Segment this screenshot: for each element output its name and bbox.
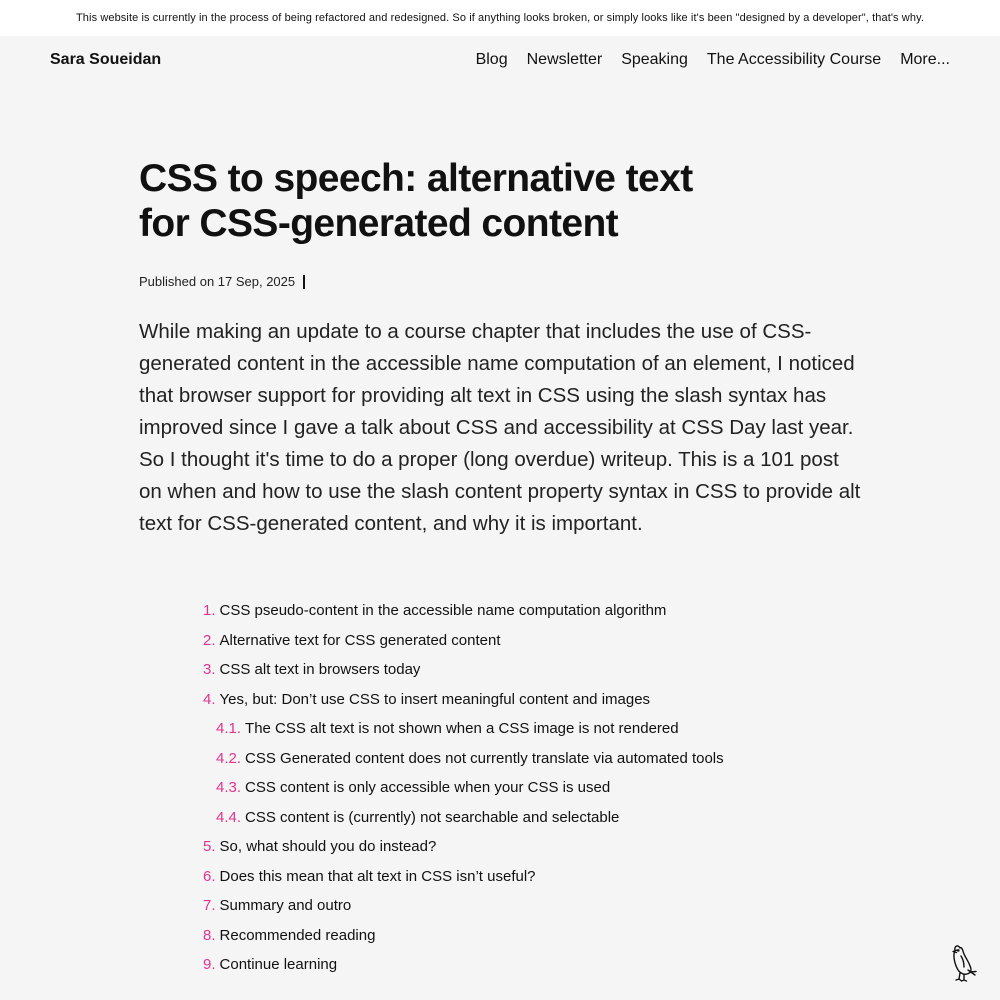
toc-item bbox=[203, 628, 843, 658]
toc-item-number: 3. bbox=[203, 661, 216, 678]
article-title-line-2: for CSS-generated content bbox=[139, 202, 619, 245]
site-header bbox=[0, 36, 1000, 82]
toc-item-number: 4.3. bbox=[216, 779, 242, 796]
toc-subitem bbox=[203, 746, 843, 776]
toc-item-link[interactable]: Summary and outro bbox=[219, 897, 352, 914]
toc-item bbox=[203, 598, 843, 628]
toc-item-link[interactable]: CSS pseudo-content in the accessible name computation algorithm bbox=[219, 602, 667, 619]
nav-accessibility-course-link[interactable]: The Accessibility Course bbox=[706, 51, 882, 68]
meta-divider bbox=[303, 275, 305, 289]
toc-item-number: 9. bbox=[203, 956, 216, 973]
toc-item bbox=[203, 864, 843, 894]
toc-item-link[interactable]: CSS alt text in browsers today bbox=[219, 661, 421, 678]
site-name-link[interactable]: Sara Soueidan bbox=[50, 51, 162, 68]
nav-newsletter-link[interactable]: Newsletter bbox=[526, 51, 603, 68]
toc-item-number: 4. bbox=[203, 690, 216, 708]
toc-item-link[interactable]: CSS content is only accessible when your CSS is used bbox=[245, 779, 611, 796]
article-intro: While making an update to a course chapter that includes the use of CSS-generated content in the accessible name computation of an element, I noticed that browser support for providing alt text in CSS using the slash syntax has improved since I gave a talk about CSS and accessibility at CSS Day last year. So I thought it's time to do a proper (long overdue) writeup. This is a 101 post on when and how to use the slash content property syntax in CSS to provide alt text for CSS-generated content, and why it is important. bbox=[139, 320, 861, 535]
toc-item-link[interactable]: So, what should you do instead? bbox=[219, 838, 437, 855]
toc-item bbox=[203, 923, 843, 953]
toc-subitem bbox=[203, 716, 843, 746]
toc-item-link[interactable]: Yes, but: Don’t use CSS to insert meaningful content and images bbox=[219, 690, 651, 708]
toc-item bbox=[203, 834, 843, 864]
article-title bbox=[139, 156, 789, 246]
main-nav bbox=[476, 51, 950, 69]
nav-more-link[interactable]: More... bbox=[900, 51, 950, 68]
bird-icon[interactable] bbox=[950, 942, 980, 982]
toc-item-link[interactable]: Continue learning bbox=[219, 956, 338, 973]
toc-item-link[interactable]: Does this mean that alt text in CSS isn’t useful? bbox=[219, 867, 536, 885]
toc-item-number: 5. bbox=[203, 838, 216, 855]
toc-item-number: 6. bbox=[203, 867, 216, 885]
toc-item bbox=[203, 687, 843, 717]
toc-item-link[interactable]: Recommended reading bbox=[219, 926, 376, 944]
toc-item-number: 2. bbox=[203, 631, 216, 649]
toc-item-number: 8. bbox=[203, 926, 216, 944]
toc-item-link[interactable]: CSS content is (currently) not searchable and selectable bbox=[245, 808, 620, 826]
toc-item-number: 4.1. bbox=[216, 720, 242, 737]
toc-item-link[interactable]: Alternative text for CSS generated content bbox=[219, 631, 501, 649]
toc-item-number: 1. bbox=[203, 602, 216, 619]
toc-item bbox=[203, 657, 843, 687]
toc-item-link[interactable]: The CSS alt text is not shown when a CSS image is not rendered bbox=[245, 720, 679, 737]
toc-subitem bbox=[203, 775, 843, 805]
toc-item-link[interactable]: CSS Generated content does not currently translate via automated tools bbox=[245, 749, 724, 767]
toc-item bbox=[203, 952, 843, 982]
toc-subitem bbox=[203, 805, 843, 835]
toc-item-number: 7. bbox=[203, 897, 216, 914]
table-of-contents bbox=[203, 598, 843, 982]
nav-speaking-link[interactable]: Speaking bbox=[621, 51, 688, 68]
toc-item bbox=[203, 893, 843, 923]
published-date: Published on 17 Sep, 2025 bbox=[139, 274, 296, 289]
announcement-text: This website is currently in the process of being refactored and redesigned. So if anything looks broken, or simply looks like it's been "designed by a developer", that's why. bbox=[75, 12, 925, 24]
article-meta bbox=[139, 274, 305, 289]
nav-blog-link[interactable]: Blog bbox=[475, 51, 508, 68]
toc-item-number: 4.4. bbox=[216, 808, 242, 826]
toc-item-number: 4.2. bbox=[216, 749, 242, 767]
announcement-banner bbox=[0, 0, 1000, 36]
article-title-line-1: CSS to speech: alternative text bbox=[139, 157, 693, 200]
